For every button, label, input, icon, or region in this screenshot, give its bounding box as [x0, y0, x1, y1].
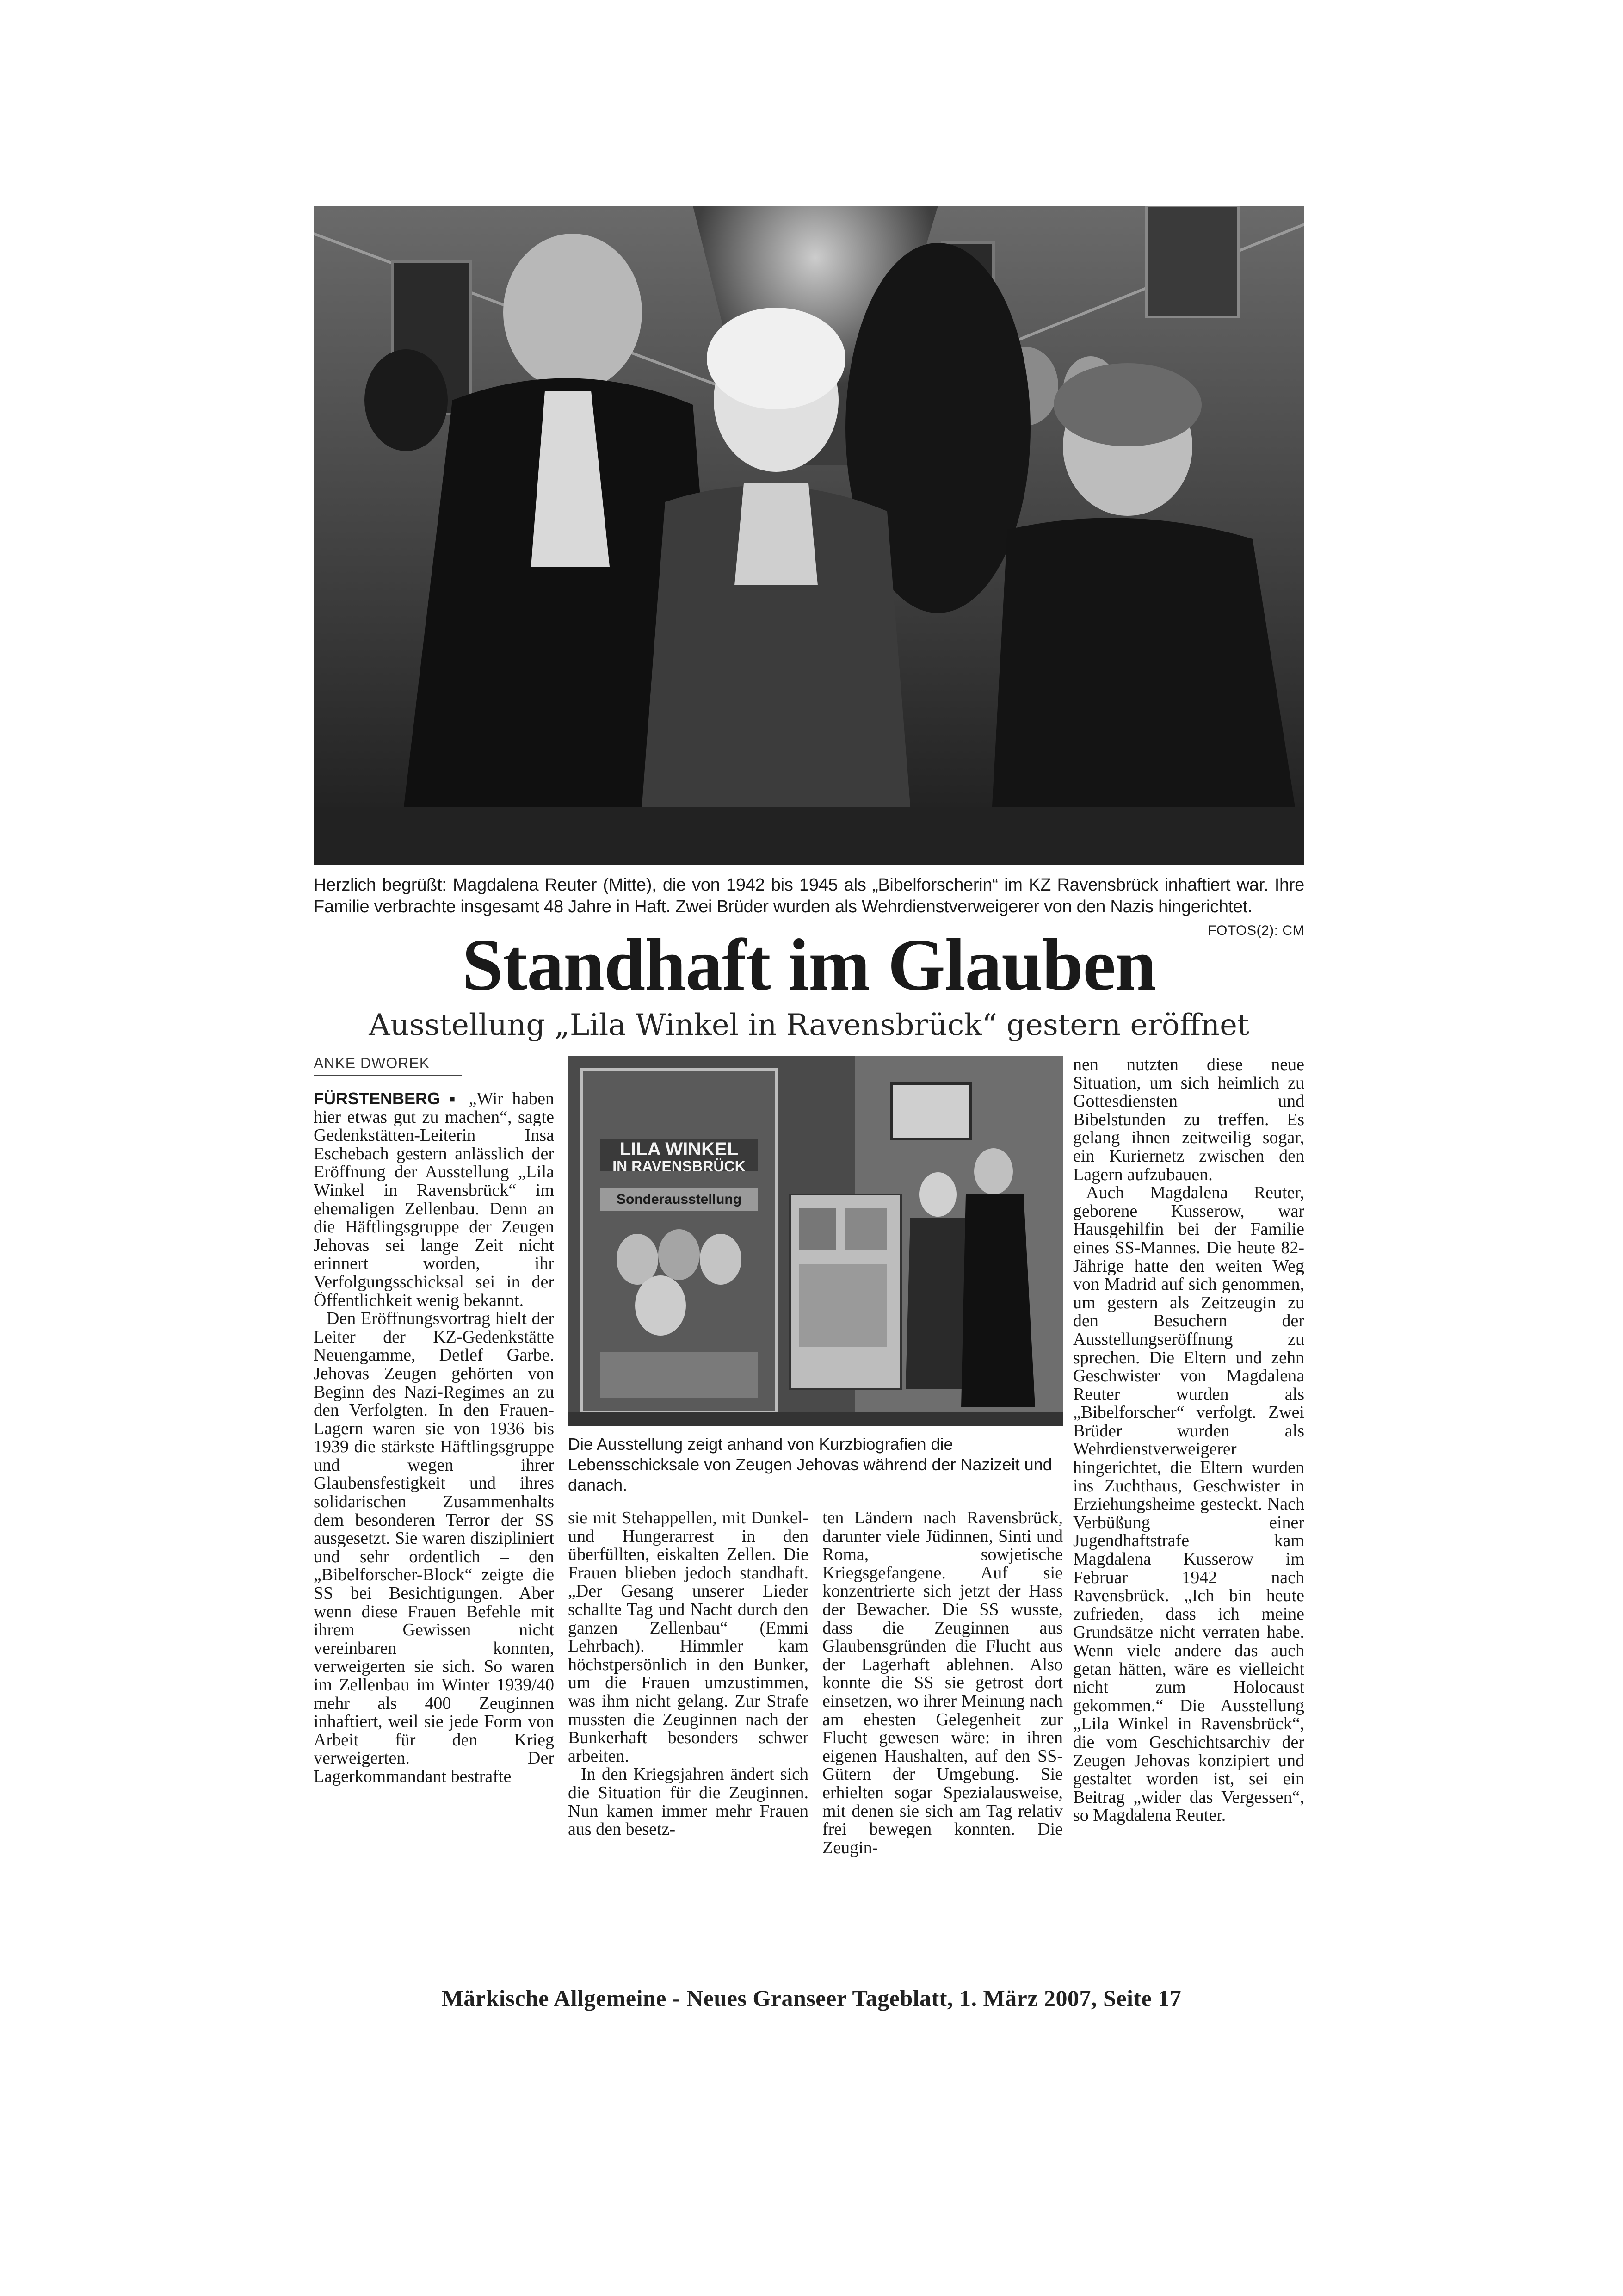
poster-banner: Sonderausstellung [616, 1192, 742, 1207]
author-byline: ANKE DWOREK [314, 1055, 462, 1076]
photo-credit: FOTOS(2): CM [1208, 923, 1304, 938]
paragraph: Auch Magdalena Reuter, geborene Kusserow, war Hausgehilfin bei der Familie eines SS-Mannes. Die heute 82-Jährige hatte den weiten Weg von Madrid auf sich genommen, um gestern als Zeitzeugin zu den Besuchern der Ausstellungseröffnung zu sprechen. Die Eltern und zehn Geschwister von Magdalena Reuter wurden als „Bibelforscher“ verfolgt. Zwei Brüder wurden als Wehrdienstverweigerer hingerichtet, die Eltern wurden ins Zuchthaus, Geschwister in Erziehungsheime gesteckt. Nach Verbüßung einer Jugendhaftstrafe kam Magdalena Kusserow im Februar 1942 nach Ravensbrück. „Ich bin heute zufrieden, dass ich meine Grundsätze nicht verraten habe. Wenn viele andere das auch getan hätten, wäre es vielleicht nicht zum Holocaust gekommen.“ Die Ausstellung „Lila Winkel in Ravensbrück“, die vom Geschichtsarchiv der Zeugen Jehovas konzipiert und gestaltet worden ist, sei ein Beitrag „wider das Vergessen“, so Magdalena Reuter. [1073, 1183, 1304, 1826]
exhibition-illustration [568, 1056, 1063, 1426]
paragraph [314, 1089, 554, 1310]
caption-text: Herzlich begrüßt: Magdalena Reuter (Mitte), die von 1942 bis 1945 als „Bibelforscherin“ im KZ Ravensbrück inhaftiert war. Ihre Familie verbrachte insgesamt 48 Jahre in Haft. Zwei Brüder wurden als Wehrdienstverweigerer von den Nazis hingerichtet. [314, 875, 1304, 916]
paragraph: sie mit Stehappellen, mit Dunkel- und Hungerarrest in den überfüllten, eiskalten Zellen. Die Frauen blieben jedoch standhaft. „Der Gesang unserer Lieder schallte Tag und Nacht durch den ganzen Zellenbau“ (Emmi Lehrbach). Himmler kam höchstpersönlich in den Bunker, um die Frauen umzustimmen, was ihm nicht gelang. Zur Strafe mussten die Zeuginnen nach der Bunkerhaft besonders schwer arbeiten. [568, 1508, 808, 1766]
dateline: FÜRSTENBERG ▪ [314, 1089, 460, 1108]
photo-illustration [314, 206, 1304, 865]
poster-title-1: LILA WINKEL [619, 1139, 739, 1159]
exhibition-caption: Die Ausstellung zeigt anhand von Kurzbiografien die Lebensschicksale von Zeugen Jehovas während der Nazizeit und danach. [568, 1435, 1052, 1494]
paragraph: ten Ländern nach Ravensbrück, darunter viele Jüdinnen, Sinti und Roma, sowjetische Kriegsgefangene. Auf sie konzentrierte sich jetzt der Hass der Bewacher. Die SS wusste, dass die Zeuginnen aus Glaubensgründen die Flucht aus der Lagerhaft ablehnen. Also konnte die SS sie getrost dort einsetzen, wo ihrer Meinung nach am ehesten Gelegenheit zur Flucht gewesen wäre: in ihren eigenen Haushalten, auf den SS-Gütern der Umgebung. Sie erhielten sogar Spezialausweise, mit denen sie sich am Tag relativ frei bewegen konnten. Die Zeugin- [822, 1508, 1063, 1857]
article-column-4 [1073, 1056, 1304, 1825]
top-photo [314, 206, 1304, 865]
poster-title-2: IN RAVENSBRÜCK [612, 1158, 746, 1175]
exhibition-photo [568, 1056, 1063, 1426]
source-footer: Märkische Allgemeine - Neues Granseer Tageblatt, 1. März 2007, Seite 17 [441, 1985, 1182, 2011]
article-column-2 [568, 1509, 808, 1839]
headline: Standhaft im Glauben [462, 923, 1156, 1006]
paragraph: Den Eröffnungsvortrag hielt der Leiter der KZ-Gedenkstätte Neuengamme, Detlef Garbe. Jehovas Zeugen gehörten von Beginn des Nazi-Regimes an zu den Verfolgten. In den Frauen-Lagern waren sie von 1936 bis 1939 die stärkste Häftlingsgruppe und wegen ihrer Glaubensfestigkeit und ihres solidarischen Zusammenhalts dem besonderen Terror der SS ausgesetzt. Sie waren diszipliniert und sehr ordentlich – den „Bibelforscher-Block“ zeigte die SS bei Besichtigungen. Aber wenn diese Frauen Befehle mit ihrem Gewissen nicht vereinbaren konnten, verweigerten sie sich. So waren im Zellenbau im Winter 1939/40 mehr als 400 Zeuginnen inhaftiert, weil sie jede Form von Arbeit für den Krieg verweigerten. Der Lagerkommandant bestrafte [314, 1309, 554, 1786]
paragraph: In den Kriegsjahren ändert sich die Situation für die Zeuginnen. Nun kamen immer mehr Frauen aus den besetz- [568, 1764, 808, 1839]
paragraph: nen nutzten diese neue Situation, um sich heimlich zu Gottesdiensten und Bibelstunden zu treffen. Es gelang ihnen zeitweilig sogar, ein Kuriernetz zwischen den Lagern aufzubauen. [1073, 1055, 1304, 1184]
article-column-1 [314, 1089, 554, 1786]
article-column-3 [822, 1509, 1063, 1857]
paragraph-text: „Wir haben hier etwas gut zu machen“, sagte Gedenkstätten-Leiterin Insa Eschebach gestern anlässlich der Eröffnung der Ausstellung „Lila Winkel in Ravensbrück“ im ehemaligen Zellenbau. Denn an die Häftlingsgruppe der Zeugen Jehovas sei lange Zeit nicht erinnert worden, ihr Verfolgungsschicksal sei in der Öffentlichkeit wenig bekannt. [314, 1089, 554, 1310]
subheadline: Ausstellung „Lila Winkel in Ravensbrück“ gestern eröffnet [369, 1008, 1249, 1042]
